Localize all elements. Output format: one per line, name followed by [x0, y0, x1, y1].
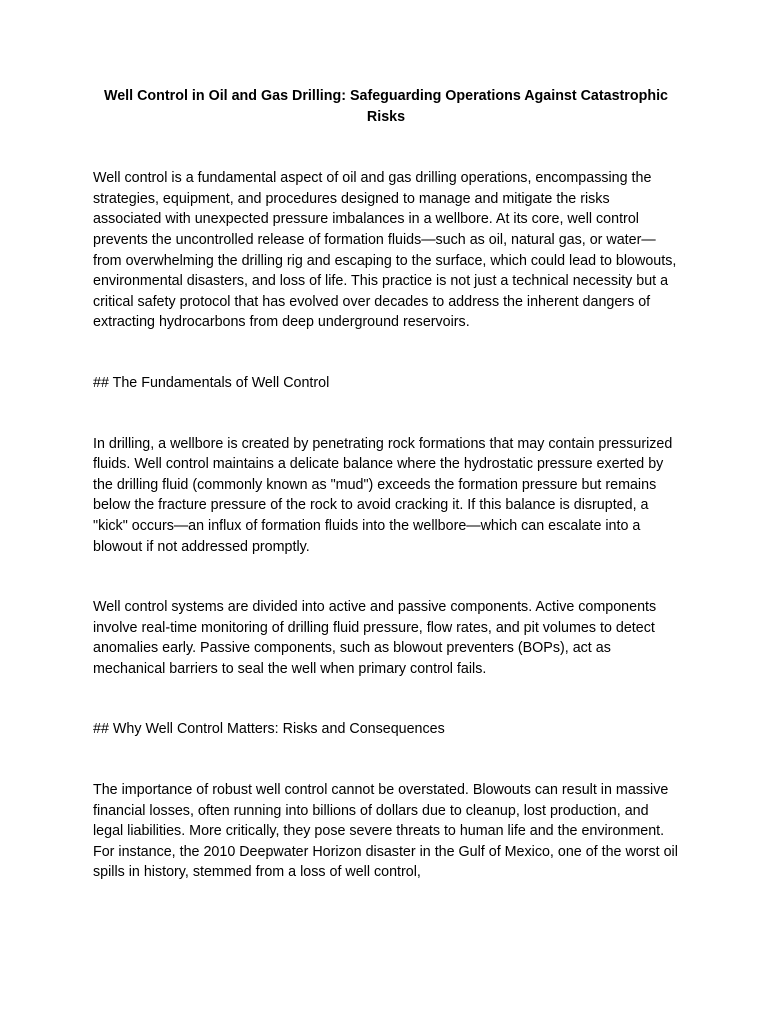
spacer	[93, 740, 678, 780]
section-heading-fundamentals: ## The Fundamentals of Well Control	[93, 374, 330, 391]
document-title: Well Control in Oil and Gas Drilling: Safeguarding Operations Against Catastrophic Risks	[104, 88, 668, 125]
intro-paragraph: Well control is a fundamental aspect of oil and gas drilling operations, encompassing the strategies, equipment, and procedures designed to manage and mitigate the risks associated with unexpected pressure imbalances in a wellbore. At its core, well control prevents the uncontrolled release of formation fluids—such as oil, natural gas, or water—from overwhelming the drilling rig and escaping to the surface, which could lead to blowouts, environmental disasters, and loss of life. This practice is not just a technical necessity but a critical safety protocol that has evolved over decades to address the inherent dangers of extracting hydrocarbons from deep underground reservoirs.	[93, 170, 677, 331]
fundamentals-paragraph: In drilling, a wellbore is created by penetrating rock formations that may contain pressurized fluids. Well control maintains a delicate balance where the hydrostatic pressure exerted by the drilling fluid (commonly known as "mud") exceeds the formation pressure but remains below the fracture pressure of the rock to avoid cracking it. If this balance is disrupted, a "kick" occurs—an influx of formation fluids into the wellbore—which can escalate into a blowout if not addressed promptly.	[93, 435, 673, 555]
spacer	[93, 127, 678, 168]
section-heading-risks: ## Why Well Control Matters: Risks and Consequences	[93, 721, 445, 738]
document-body	[93, 86, 678, 883]
spacer	[93, 333, 678, 373]
spacer	[93, 394, 678, 434]
components-paragraph: Well control systems are divided into active and passive components. Active components involve real-time monitoring of drilling fluid pressure, flow rates, and pit volumes to detect anomalies early. Passive components, such as blowout preventers (BOPs), act as mechanical barriers to seal the well when primary control fails.	[93, 599, 657, 677]
spacer	[93, 557, 678, 597]
spacer	[93, 679, 678, 719]
risks-paragraph: The importance of robust well control cannot be overstated. Blowouts can result in massive financial losses, often running into billions of dollars due to cleanup, lost production, and legal liabilities. More critically, they pose severe threats to human life and the environment. For instance, the 2010 Deepwater Horizon disaster in the Gulf of Mexico, one of the worst oil spills in history, stemmed from a loss of well control,	[93, 782, 678, 881]
